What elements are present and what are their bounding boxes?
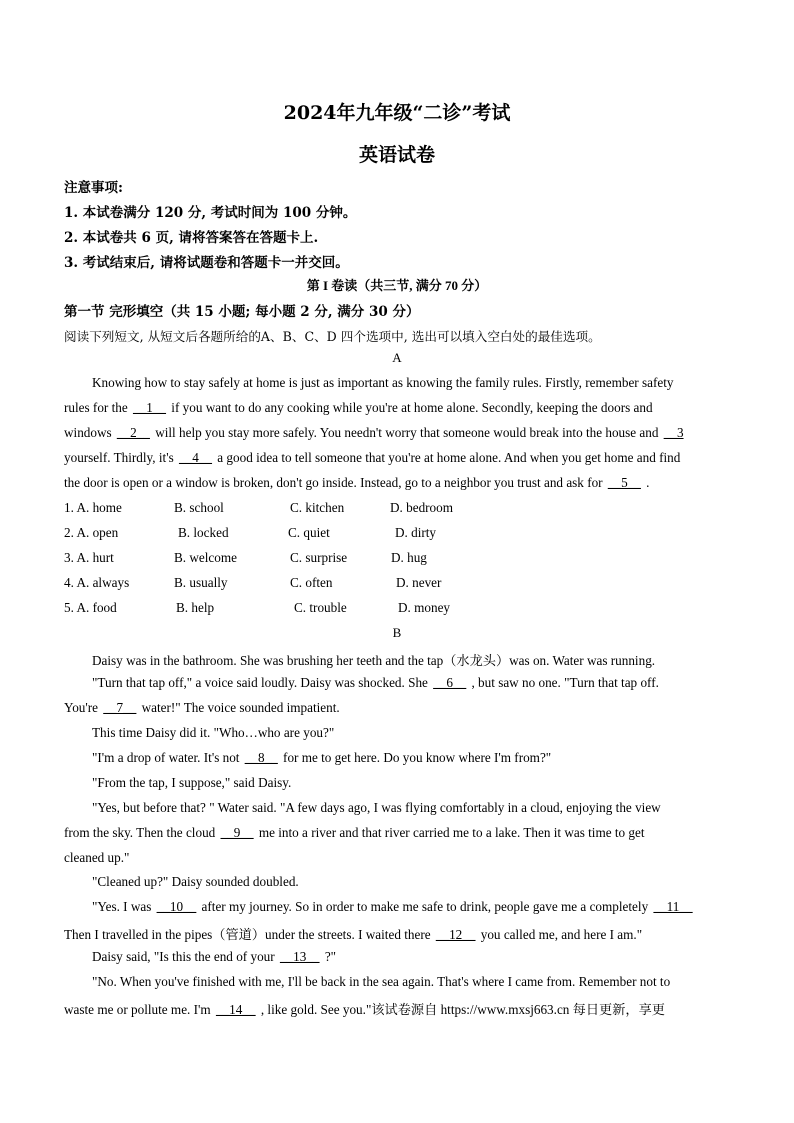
option-text: C. trouble [294, 600, 347, 615]
passage-line: from the sky. Then the cloud __9__ me into a river and that river carried me to a lake. Then it was time to get [64, 825, 645, 840]
notice-heading: 注意事项: [64, 180, 123, 196]
passage-line: rules for the __1__ if you want to do any cooking while you're at home alone. Secondly, keeping the doors and [64, 400, 653, 415]
option-text: C. often [290, 575, 333, 590]
option-text: 4. A. always [64, 575, 130, 590]
blank-8: __8__ [244, 750, 278, 765]
passage-line: "From the tap, I suppose," said Daisy. [92, 775, 292, 790]
blank-1: __1__ [133, 400, 166, 415]
exam-subtitle: 英语试卷 [358, 144, 435, 166]
passage-line: windows __2__ will help you stay more safely. You needn't worry that someone would break into the house and __3 [64, 425, 684, 440]
option-text: B. help [176, 600, 215, 615]
passage-line: yourself. Thirdly, it's __4__ a good idea to tell someone that you're at home alone. And when you get home and find [64, 450, 681, 465]
notice-item: 2. 本试卷共 6 页, 请将答案答在答题卡上. [64, 230, 319, 246]
option-text: C. kitchen [290, 500, 345, 515]
exam-title: 2024年九年级“二诊”考试 [283, 102, 511, 124]
blank-13: __13__ [279, 949, 320, 964]
option-text: D. never [396, 575, 442, 590]
blank-5: __5__ [607, 475, 641, 490]
passage-line: "Turn that tap off," a voice said loudly. Daisy was shocked. She __6__ , but saw no one. "Turn that tap off. [92, 675, 659, 690]
passage-line: waste me or pollute me. I'm __14__ , like gold. See you."该试卷源自 https://www.mxsj663.cn 每日更新，享更 [64, 1002, 665, 1017]
option-text: B. school [174, 500, 224, 515]
notice-item: 3. 考试结束后, 请将试题卷和答题卡一并交回。 [64, 255, 349, 271]
passage-a-label: A [392, 350, 402, 365]
option-text: B. welcome [174, 550, 237, 565]
option-text: D. money [398, 600, 451, 615]
blank-2: __2__ [116, 425, 150, 440]
blank-9: __9__ [220, 825, 254, 840]
blank-6: __6__ [433, 675, 467, 690]
passage-line: You're __7__ water!" The voice sounded impatient. [64, 700, 340, 715]
blank-3: __3 [663, 425, 684, 440]
blank-14: __14__ [215, 1002, 256, 1017]
passage-line: "I'm a drop of water. It's not __8__ for me to get here. Do you know where I'm from?" [92, 750, 552, 765]
passage-line: cleaned up." [64, 850, 130, 865]
part-title: 第 I 卷读（共三节, 满分 70 分） [306, 278, 488, 293]
passage-line: "No. When you've finished with me, I'll be back in the sea again. That's where I came from. Remember not to [92, 974, 671, 989]
notice-item: 1. 本试卷满分 120 分, 考试时间为 100 分钟。 [64, 205, 357, 221]
passage-line: Daisy was in the bathroom. She was brushing her teeth and the tap（水龙头）was on. Water was running. [92, 653, 656, 668]
section-instruction: 阅读下列短文, 从短文后各题所给的A、B、C、D 四个选项中, 选出可以填入空白处的最佳选项。 [64, 329, 601, 344]
option-text: D. hug [391, 550, 427, 565]
passage-line: "Cleaned up?" Daisy sounded doubled. [92, 874, 299, 889]
option-text: B. locked [178, 525, 229, 540]
passage-line: Then I travelled in the pipes（管道）under the streets. I waited there __12__ you called me, and here I am." [64, 927, 643, 942]
option-text: 2. A. open [64, 525, 119, 540]
passage-b-label: B [392, 625, 402, 640]
blank-12: __12__ [435, 927, 476, 942]
blank-7: __7__ [103, 700, 137, 715]
option-text: 5. A. food [64, 600, 117, 615]
passage-line: This time Daisy did it. "Who…who are you?" [92, 725, 335, 740]
option-text: D. dirty [395, 525, 437, 540]
passage-line: "Yes. I was __10__ after my journey. So in order to make me safe to drink, people gave me a completely __11__ [92, 899, 693, 914]
option-text: C. surprise [290, 550, 348, 565]
passage-line: "Yes, but before that? " Water said. "A few days ago, I was flying comfortably in a cloud, enjoying the view [92, 800, 661, 815]
option-text: 3. A. hurt [64, 550, 114, 565]
blank-11: __11__ [653, 899, 693, 914]
passage-line: the door is open or a window is broken, don't go inside. Instead, go to a neighbor you trust and ask for __5__ . [64, 475, 650, 490]
blank-10: __10__ [156, 899, 197, 914]
option-text: D. bedroom [390, 500, 453, 515]
option-text: 1. A. home [64, 500, 122, 515]
passage-line: Knowing how to stay safely at home is just as important as knowing the family rules. Firstly, remember safety [92, 375, 674, 390]
blank-4: __4__ [179, 450, 212, 465]
passage-line: Daisy said, "Is this the end of your __13__ ?" [92, 949, 337, 964]
option-text: B. usually [174, 575, 228, 590]
section-title: 第一节 完形填空（共 15 小题; 每小题 2 分, 满分 30 分） [64, 304, 420, 320]
option-text: C. quiet [288, 525, 330, 540]
